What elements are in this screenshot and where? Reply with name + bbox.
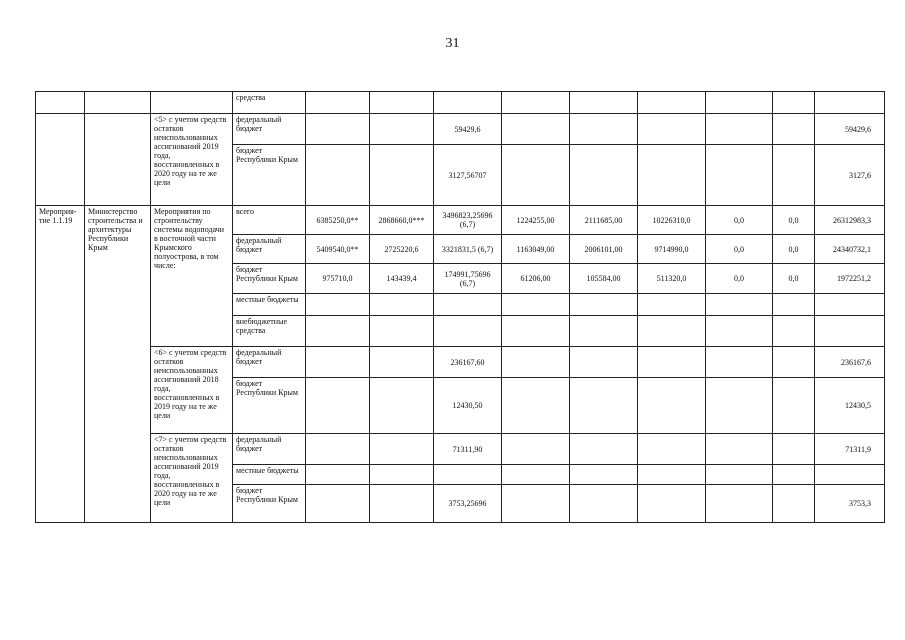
value-cell: 0,0: [706, 264, 773, 294]
budget-table: [35, 91, 885, 523]
value-cell: 3753,25696: [434, 485, 502, 523]
funding-source: местные бюджеты: [233, 465, 306, 485]
value-cell: 1224255,00: [502, 206, 570, 235]
cell-empty: [638, 378, 706, 434]
cell-empty: [570, 378, 638, 434]
value-cell: 511320,0: [638, 264, 706, 294]
cell-empty: [306, 316, 370, 347]
cell-empty: [36, 92, 85, 114]
cell-empty: [306, 114, 370, 145]
value-cell: 1163049,00: [502, 235, 570, 264]
cell-empty: [815, 92, 885, 114]
funding-source: федеральный бюджет: [233, 347, 306, 378]
cell-empty: [370, 378, 434, 434]
cell-empty: [570, 485, 638, 523]
total-cell: 26312983,3: [815, 206, 885, 235]
value-cell: 2006101,00: [570, 235, 638, 264]
cell-empty: [706, 347, 773, 378]
value-cell: 2725220,6: [370, 235, 434, 264]
cell-empty: [434, 92, 502, 114]
cell-empty: [370, 114, 434, 145]
cell-empty: [306, 378, 370, 434]
value-cell: 3496823,25696 (6,7): [434, 206, 502, 235]
value-cell: 6385250,0**: [306, 206, 370, 235]
value-cell: 3321831,5 (6,7): [434, 235, 502, 264]
value-cell: 105584,00: [570, 264, 638, 294]
cell-empty: [638, 92, 706, 114]
value-cell: 0,0: [706, 235, 773, 264]
value-cell: 0,0: [706, 206, 773, 235]
cell-empty: [434, 294, 502, 316]
cell-empty: [773, 114, 815, 145]
value-cell: 0,0: [773, 264, 815, 294]
total-cell: 59429,6: [815, 114, 885, 145]
funding-source: бюджет Республики Крым: [233, 264, 306, 294]
footnote-label: <7> с учетом средств остатков неиспользованных ассигнований 2019 года, восстановленных в 2020 году на те же цели: [151, 434, 233, 523]
cell-empty: [306, 145, 370, 206]
cell-empty: [638, 485, 706, 523]
cell-empty: [502, 92, 570, 114]
cell-empty: [36, 114, 85, 206]
cell-empty: [502, 485, 570, 523]
cell-empty: [370, 316, 434, 347]
value-cell: 975710,0: [306, 264, 370, 294]
total-cell: 71311,9: [815, 434, 885, 465]
value-cell: 143439,4: [370, 264, 434, 294]
cell-empty: [502, 316, 570, 347]
cell-empty: [570, 347, 638, 378]
funding-source: средства: [233, 92, 306, 114]
cell-empty: [370, 347, 434, 378]
cell-empty: [570, 114, 638, 145]
cell-empty: [306, 294, 370, 316]
cell-empty: [706, 114, 773, 145]
cell-empty: [706, 92, 773, 114]
cell-empty: [706, 434, 773, 465]
funding-source: федеральный бюджет: [233, 114, 306, 145]
cell-empty: [85, 92, 151, 114]
value-cell: 236167,60: [434, 347, 502, 378]
table-row: [36, 206, 885, 235]
footnote-label: <5> с учетом средств остатков неиспользованных ассигнований 2019 года, восстановленных в 2020 году на те же цели: [151, 114, 233, 206]
value-cell: 0,0: [773, 235, 815, 264]
cell-empty: [638, 465, 706, 485]
funding-source: федеральный бюджет: [233, 235, 306, 264]
cell-empty: [638, 114, 706, 145]
cell-empty: [570, 294, 638, 316]
cell-empty: [151, 92, 233, 114]
cell-empty: [706, 485, 773, 523]
value-cell: 0,0: [773, 206, 815, 235]
value-cell: 2868660,0***: [370, 206, 434, 235]
cell-empty: [638, 434, 706, 465]
cell-empty: [306, 347, 370, 378]
funding-source: бюджет Республики Крым: [233, 145, 306, 206]
value-cell: 10226310,0: [638, 206, 706, 235]
cell-empty: [815, 316, 885, 347]
cell-empty: [502, 434, 570, 465]
cell-empty: [370, 434, 434, 465]
cell-empty: [706, 378, 773, 434]
cell-empty: [85, 114, 151, 206]
cell-empty: [502, 145, 570, 206]
cell-empty: [773, 294, 815, 316]
cell-empty: [706, 465, 773, 485]
cell-empty: [815, 294, 885, 316]
funding-source: внебюджетные средства: [233, 316, 306, 347]
value-cell: 59429,6: [434, 114, 502, 145]
total-cell: 12430,5: [815, 378, 885, 434]
cell-empty: [570, 434, 638, 465]
total-cell: 1972251,2: [815, 264, 885, 294]
cell-empty: [706, 316, 773, 347]
cell-empty: [773, 465, 815, 485]
total-cell: 3127,6: [815, 145, 885, 206]
footnote-label: <6> с учетом средств остатков неиспользованных ассигнований 2018 года, восстановленных в 2019 году на те же цели: [151, 347, 233, 434]
total-cell: 24340732,1: [815, 235, 885, 264]
table-row: [36, 92, 885, 114]
cell-empty: [306, 434, 370, 465]
value-cell: 61206,00: [502, 264, 570, 294]
cell-empty: [815, 465, 885, 485]
value-cell: 3127,56707: [434, 145, 502, 206]
measure-code: Мероприя-тие 1.1.19: [36, 206, 85, 523]
cell-empty: [706, 145, 773, 206]
cell-empty: [370, 465, 434, 485]
cell-empty: [434, 465, 502, 485]
cell-empty: [502, 465, 570, 485]
value-cell: 5409540,0**: [306, 235, 370, 264]
cell-empty: [306, 465, 370, 485]
table-row: [36, 434, 885, 465]
cell-empty: [306, 485, 370, 523]
cell-empty: [773, 347, 815, 378]
cell-empty: [773, 378, 815, 434]
cell-empty: [570, 465, 638, 485]
cell-empty: [638, 316, 706, 347]
table-row: [36, 114, 885, 145]
cell-empty: [638, 294, 706, 316]
cell-empty: [773, 434, 815, 465]
value-cell: 2111685,00: [570, 206, 638, 235]
executor: Министерство строительства и архитектуры Республики Крым: [85, 206, 151, 523]
cell-empty: [502, 347, 570, 378]
cell-empty: [570, 92, 638, 114]
cell-empty: [370, 145, 434, 206]
funding-source: федеральный бюджет: [233, 434, 306, 465]
cell-empty: [370, 294, 434, 316]
funding-source: бюджет Республики Крым: [233, 378, 306, 434]
cell-empty: [370, 92, 434, 114]
table-row: [36, 347, 885, 378]
value-cell: 12430,50: [434, 378, 502, 434]
cell-empty: [638, 347, 706, 378]
cell-empty: [502, 114, 570, 145]
cell-empty: [502, 294, 570, 316]
cell-empty: [370, 485, 434, 523]
cell-empty: [706, 294, 773, 316]
page-number: 31: [445, 36, 460, 51]
cell-empty: [773, 145, 815, 206]
total-cell: 3753,3: [815, 485, 885, 523]
total-cell: 236167,6: [815, 347, 885, 378]
cell-empty: [773, 92, 815, 114]
funding-source: местные бюджеты: [233, 294, 306, 316]
funding-source: бюджет Республики Крым: [233, 485, 306, 523]
cell-empty: [773, 485, 815, 523]
cell-empty: [570, 145, 638, 206]
cell-empty: [306, 92, 370, 114]
value-cell: 9714990,0: [638, 235, 706, 264]
cell-empty: [434, 316, 502, 347]
value-cell: 71311,90: [434, 434, 502, 465]
cell-empty: [502, 378, 570, 434]
cell-empty: [638, 145, 706, 206]
funding-source: всего: [233, 206, 306, 235]
measure-name: Мероприятия по строительству системы водоподачи в восточной части Крымского полуострова, в том числе:: [151, 206, 233, 347]
value-cell: 174991,75696 (6,7): [434, 264, 502, 294]
cell-empty: [773, 316, 815, 347]
cell-empty: [570, 316, 638, 347]
